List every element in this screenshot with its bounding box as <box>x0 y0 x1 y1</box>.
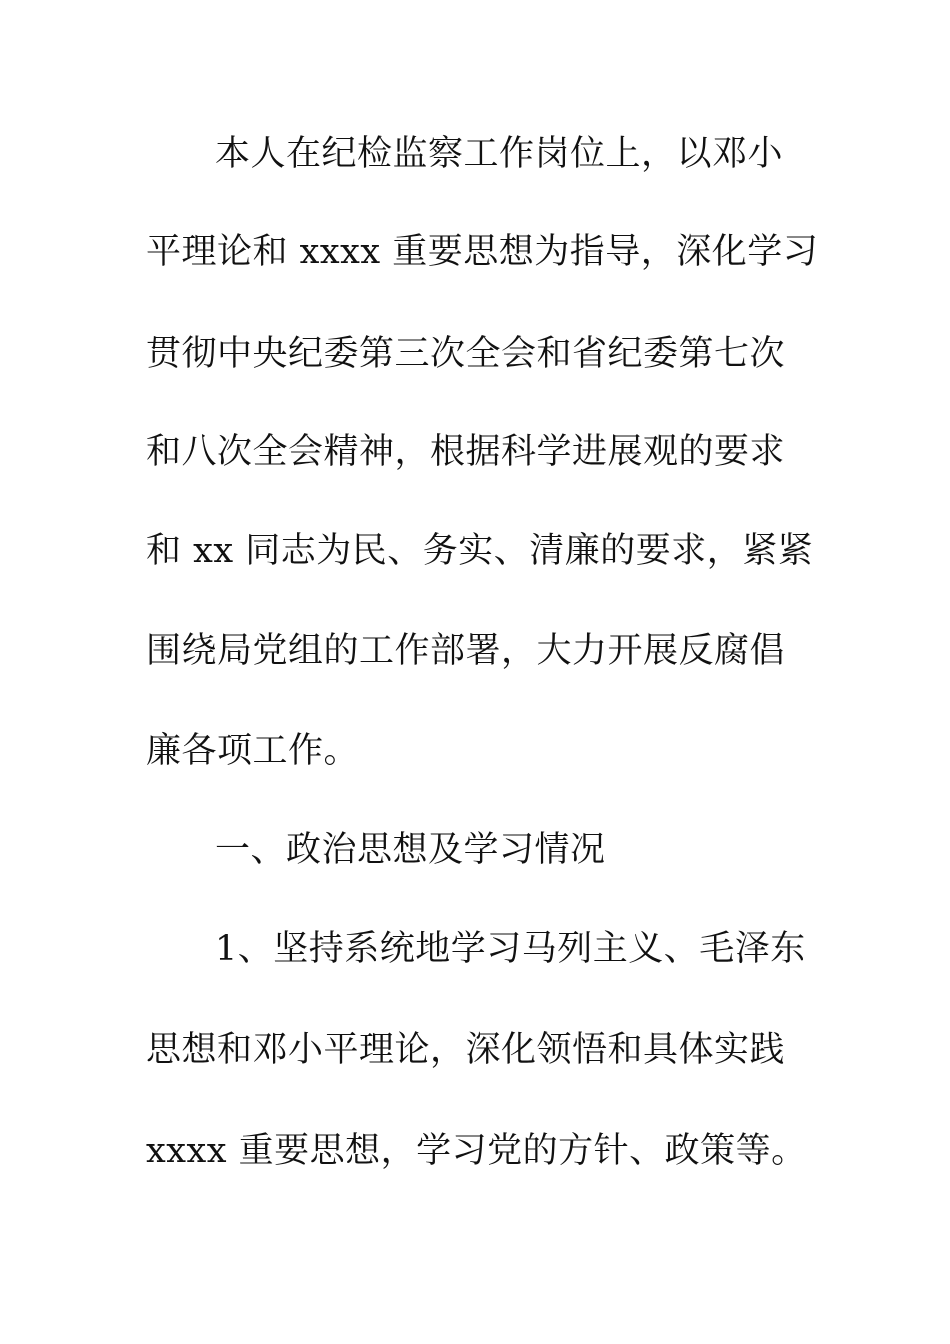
paragraph-line: 平理论和 xxxx 重要思想为指导，深化学习 <box>146 232 819 272</box>
section-heading: 一、政治思想及学习情况 <box>215 830 606 870</box>
paragraph-line: 和 xx 同志为民、务实、清廉的要求，紧紧 <box>146 531 814 571</box>
paragraph-line: 思想和邓小平理论，深化领悟和具体实践 <box>146 1030 786 1070</box>
paragraph-line: xxxx 重要思想，学习党的方针、政策等。 <box>146 1131 807 1171</box>
paragraph-line: 和八次全会精神，根据科学进展观的要求 <box>146 432 786 472</box>
paragraph-line: 廉各项工作。 <box>146 731 360 771</box>
paragraph-line: 本人在纪检监察工作岗位上，以邓小 <box>215 134 784 174</box>
paragraph-line: 围绕局党组的工作部署，大力开展反腐倡 <box>146 631 786 671</box>
paragraph-line: 1、坚持系统地学习马列主义、毛泽东 <box>215 929 806 969</box>
paragraph-line: 贯彻中央纪委第三次全会和省纪委第七次 <box>146 334 786 374</box>
